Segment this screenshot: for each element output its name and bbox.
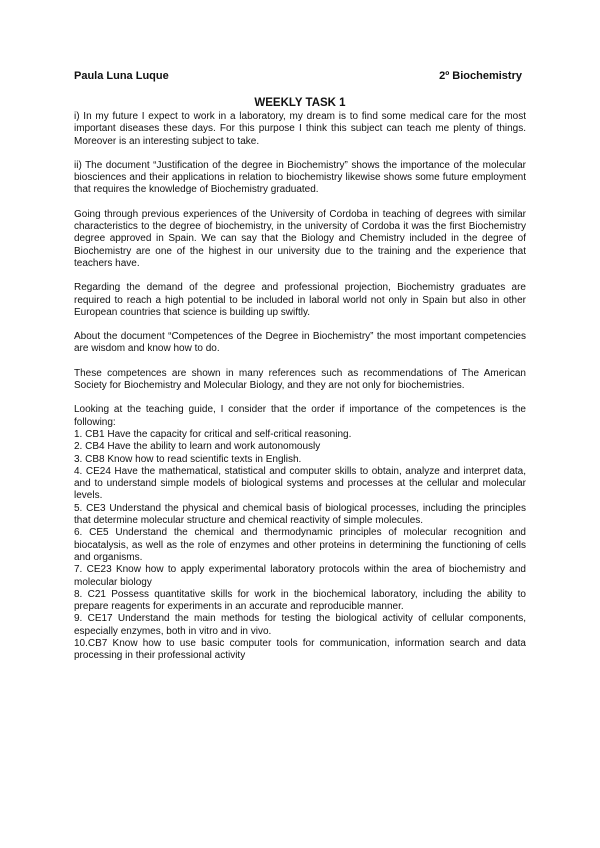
page-title: WEEKLY TASK 1 [254,97,346,109]
page-header [74,70,526,82]
competences-section [74,404,526,662]
list-item: 6. CE5 Understand the chemical and thermodynamic principles of molecular recognition and biocatalysis, as well as the role of enzymes and other proteins in determining the functioning of cells and organisms. [74,527,526,563]
competences-list [74,429,526,663]
list-item: 10.CB7 Know how to use basic computer tools for communication, information search and data processing in their professional activity [74,637,526,662]
list-intro: Looking at the teaching guide, I consider that the order if importance of the competences is the following: [74,404,526,428]
list-item: 8. C21 Possess quantitative skills for work in the biochemical laboratory, including the ability to prepare reagents for experiments in an accurate and reproducible manner. [74,588,526,613]
list-item: 1. CB1 Have the capacity for critical and self-critical reasoning. [74,428,352,440]
document-body [74,111,526,663]
paragraph-competences-doc: About the document “Competences of the Degree in Biochemistry” the most important competencies are wisdom and know how to do. [74,331,526,355]
list-item: 7. CE23 Know how to apply experimental laboratory protocols within the area of biochemistry and molecular biology [74,564,526,588]
list-item: 4. CE24 Have the mathematical, statistical and computer skills to obtain, analyze and interpret data, and to understand simple models of biological systems and processes at the cellular and molecular levels. [74,465,526,502]
paragraph-references: These competences are shown in many references such as recommendations of The American Society for Biochemistry and Molecular Biology, and they are not only for biochemistries. [74,367,526,392]
paragraph-intro: i) In my future I expect to work in a laboratory, my dream is to find some medical care for the most important diseases these days. For this purpose I think this subject can teach me plenty of things. Moreover is an interesting subject to take. [74,111,526,147]
course-label: 2º Biochemistry [439,70,522,82]
paragraph-experience: Going through previous experiences of the University of Cordoba in teaching of degrees with similar characteristics to the degree of biochemistry, in the university of Cordoba it was the first Biochemistry degree approved in Spain. We can say that the Biology and Chemistry included in the degree of Biochemistry are one of the highest in our university due to the training and the experience that teachers have. [74,208,526,269]
paragraph-justification: ii) The document “Justification of the degree in Biochemistry” shows the importance of the molecular biosciences and their applications in relation to biochemistry likewise shows some future employment that requires the knowledge of Biochemistry graduated. [74,159,526,196]
list-item: 2. CB4 Have the ability to learn and work autonomously [74,441,321,453]
list-item: 9. CE17 Understand the main methods for testing the biological activity of cellular components, especially enzymes, both in vitro and in vivo. [74,613,526,637]
list-item: 3. CB8 Know how to read scientific texts in English. [74,453,302,465]
list-item: 5. CE3 Understand the physical and chemical basis of biological processes, including the principles that determine molecular structure and chemical reactivity of simple molecules. [74,502,526,527]
paragraph-demand: Regarding the demand of the degree and professional projection, Biochemistry graduates are required to reach a high potential to be included in laboral world not only in Spain but also in other European countries that science is building up swiftly. [74,282,526,318]
author-name: Paula Luna Luque [74,70,169,82]
